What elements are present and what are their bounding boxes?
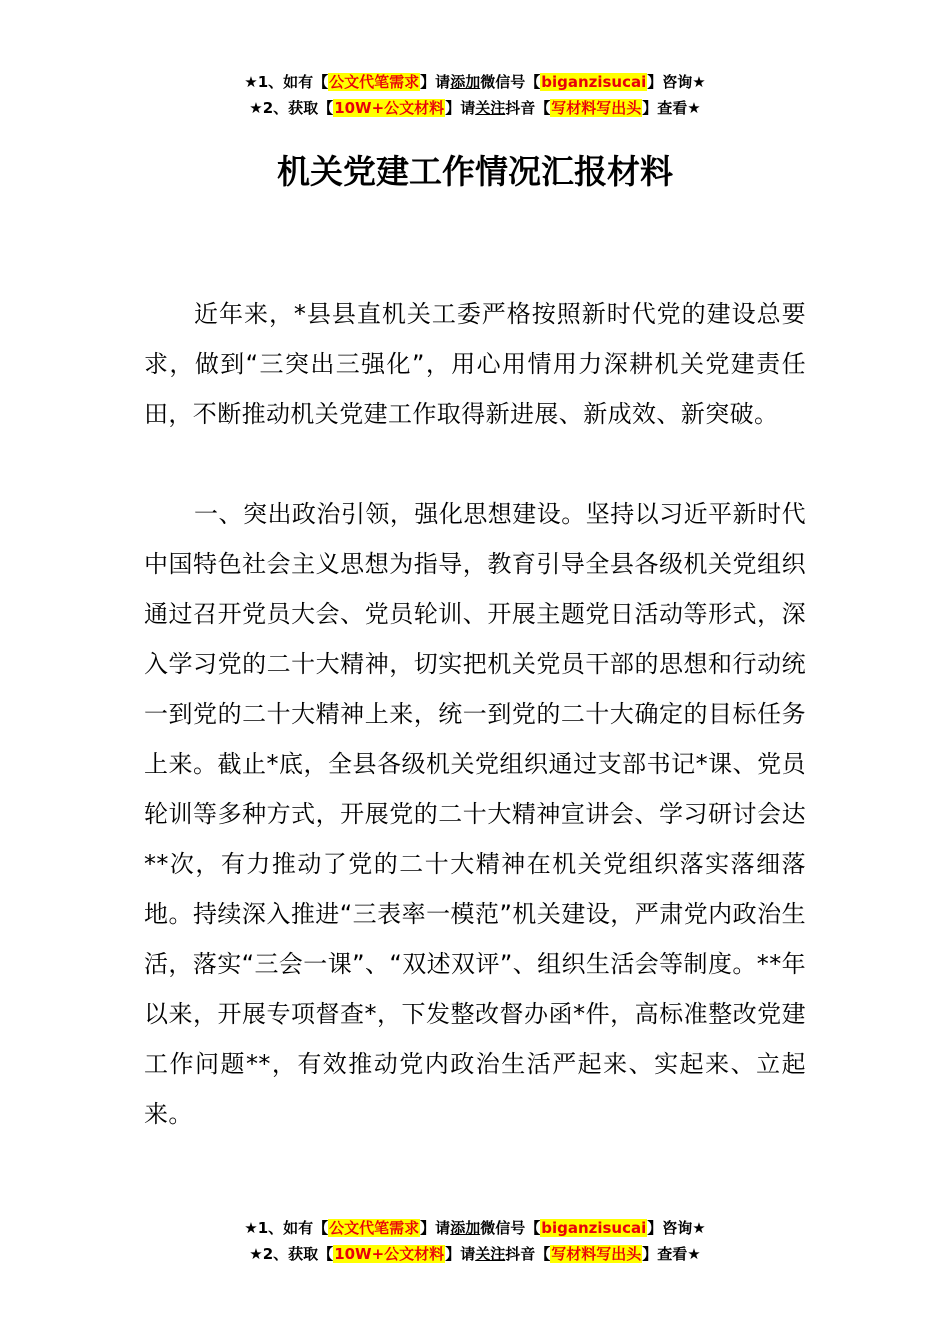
bottom-banner	[0, 1215, 950, 1267]
document-title: 机关党建工作情况汇报材料	[277, 152, 673, 191]
banner-line-2	[0, 95, 950, 121]
banner-emphasis: 关注	[475, 99, 506, 117]
banner-emphasis: 添加	[450, 73, 481, 91]
banner-text: 】咨询★	[647, 73, 706, 91]
banner-text: ★2、获取【	[249, 1245, 334, 1263]
banner-text: 】查看★	[642, 1245, 701, 1263]
banner-text: 微信号【	[480, 73, 541, 91]
banner-highlight: biganzisucai	[541, 1219, 647, 1237]
banner-emphasis: 关注	[475, 1245, 506, 1263]
top-banner	[0, 69, 950, 121]
banner-text: 微信号【	[480, 1219, 541, 1237]
banner-text: 】请	[420, 73, 451, 91]
banner-line-2	[0, 1241, 950, 1267]
banner-line-1	[0, 1215, 950, 1241]
banner-text: ★1、如有【	[244, 1219, 329, 1237]
banner-text: 】请	[420, 1219, 451, 1237]
banner-line-1	[0, 69, 950, 95]
banner-highlight: 写材料写出头	[551, 1245, 642, 1263]
banner-highlight: 10W+公文材料	[334, 99, 445, 117]
document-body	[144, 289, 806, 1139]
banner-text: 】咨询★	[647, 1219, 706, 1237]
banner-highlight: 公文代笔需求	[329, 1219, 420, 1237]
banner-highlight: biganzisucai	[541, 73, 647, 91]
paragraph-section-1: 一、突出政治引领，强化思想建设。坚持以习近平新时代中国特色社会主义思想为指导，教育引导全县各级机关党组织通过召开党员大会、党员轮训、开展主题党日活动等形式，深入学习党的二十大精神，切实把机关党员干部的思想和行动统一到党的二十大精神上来，统一到党的二十大确定的目标任务上来。截止*底，全县各级机关党组织通过支部书记*课、党员轮训等多种方式，开展党的二十大精神宣讲会、学习研讨会达**次，有力推动了党的二十大精神在机关党组织落实落细落地。持续深入推进“三表率一模范”机关建设，严肃党内政治生活，落实“三会一课”、“双述双评”、组织生活会等制度。**年以来，开展专项督查*，下发整改督办函*件，高标准整改党建工作问题**，有效推动党内政治生活严起来、实起来、立起来。	[144, 500, 806, 1128]
banner-emphasis: 添加	[450, 1219, 481, 1237]
banner-highlight: 写材料写出头	[551, 99, 642, 117]
banner-text: 】请	[445, 99, 476, 117]
banner-highlight: 公文代笔需求	[329, 73, 420, 91]
banner-text: 】请	[445, 1245, 476, 1263]
banner-highlight: 10W+公文材料	[334, 1245, 445, 1263]
banner-text: 抖音【	[505, 99, 551, 117]
banner-text: ★1、如有【	[244, 73, 329, 91]
banner-text: 】查看★	[642, 99, 701, 117]
banner-text: 抖音【	[505, 1245, 551, 1263]
paragraph-intro: 近年来，*县县直机关工委严格按照新时代党的建设总要求，做到“三突出三强化”，用心用情用力深耕机关党建责任田，不断推动机关党建工作取得新进展、新成效、新突破。	[144, 300, 806, 428]
banner-text: ★2、获取【	[249, 99, 334, 117]
